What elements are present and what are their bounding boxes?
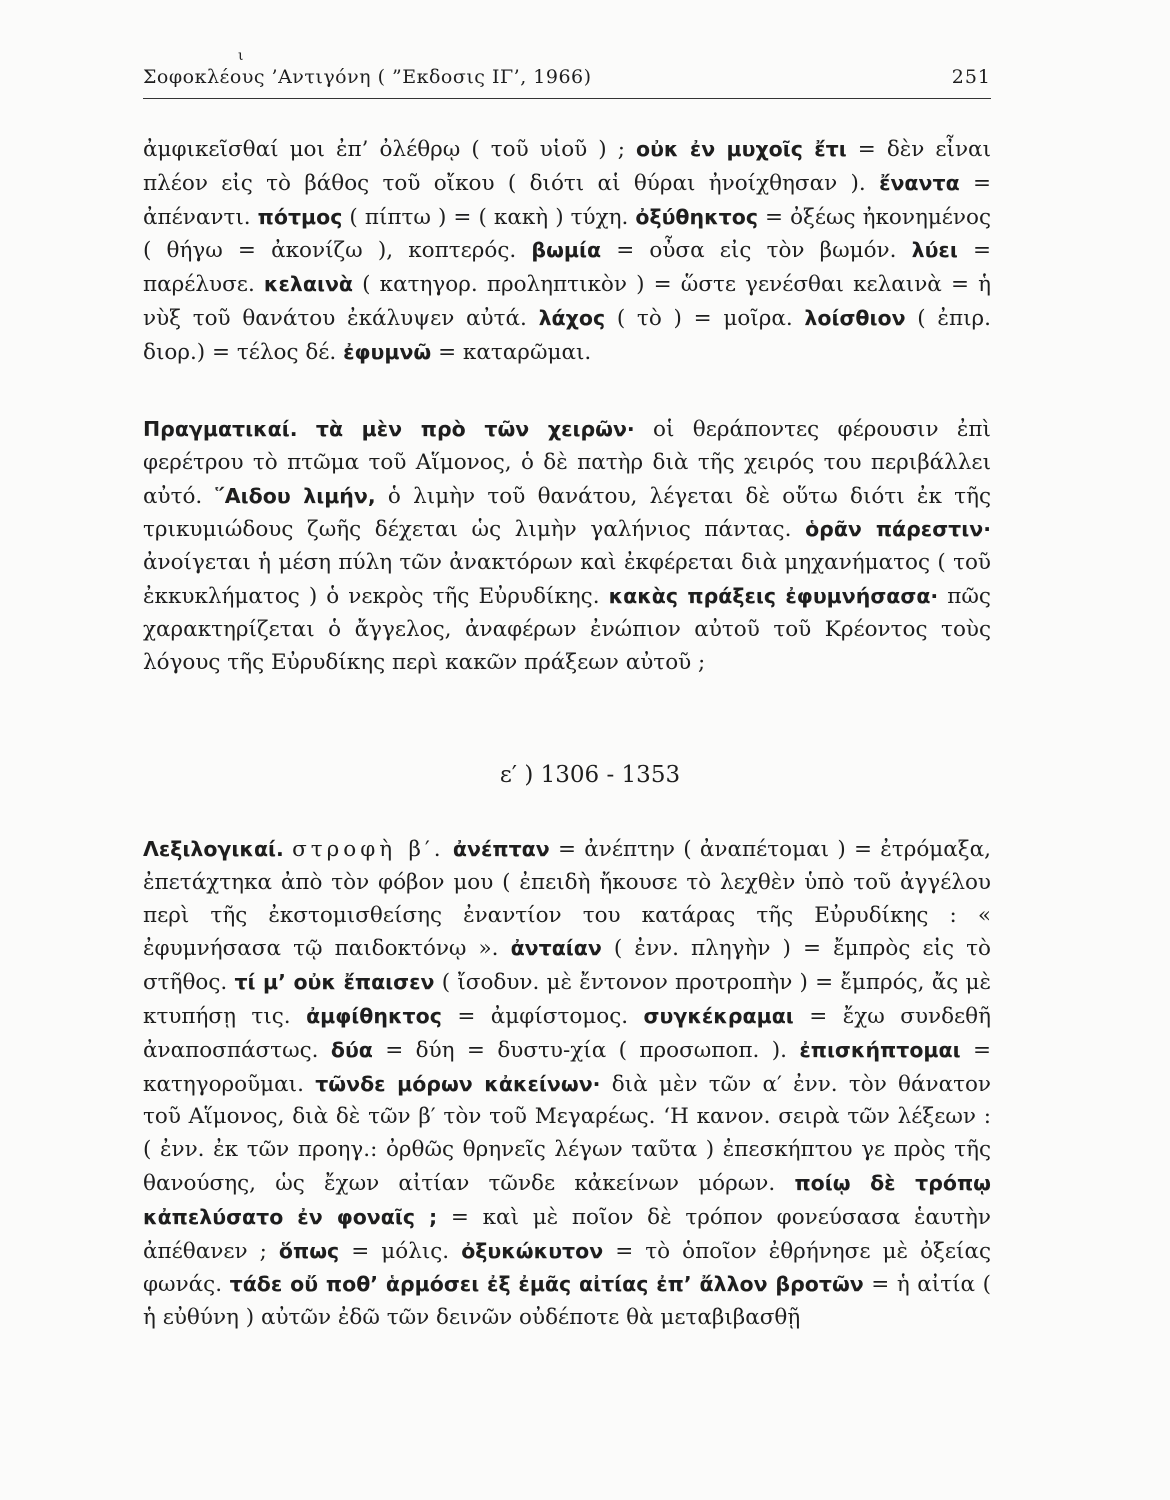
- lemma: ὅπως: [278, 1238, 340, 1263]
- header-title: Σοφοκλέους ’Αντιγόνη ( ”Εκδοσις ΙΓ’, 1966): [143, 66, 592, 88]
- lemma: λάχος: [538, 305, 606, 330]
- lemma: κακὰς πράξεις ἐφυμνήσασα·: [608, 583, 939, 608]
- lemma: οὐκ ἐν μυχοῖς ἔτι: [635, 137, 847, 161]
- header-tick-mark: ι: [238, 48, 244, 64]
- lemma: ἀμφίθηκτος: [306, 1003, 442, 1028]
- lemma: τάδε οὔ ποθ’ ἁρμόσει ἐξ ἐμᾶς αἰτίας ἐπ’ ἄλλον βροτῶν: [229, 1272, 864, 1297]
- page-number: 251: [951, 66, 991, 88]
- lemma: ἔναντα: [879, 170, 960, 195]
- lemma: ὁρᾶν πάρεστιν·: [805, 517, 991, 542]
- lemma: πότμος: [257, 204, 343, 229]
- paragraph-lexical-notes: Λεξιλογικαί. στροφὴ β′. ἀνέπταν = ἀνέπτην ( ἀναπέτομαι ) = ἐτρόμαξα, ἐπετάχτηκα ἀπὸ τὸν φόβον μου ( ἐπειδὴ ἤκουσε τὸ λεχθὲν ὑπὸ τοῦ ἀγγέλου περὶ τῆς ἐκστομισθείσης ἐναντίον του κατάρας τῆς Εὐρυδίκης : « ἐφυμνήσασα τῷ παιδοκτόνῳ ». ἀνταίαν ( ἐνν. πληγὴν ) = ἔμπρὸς εἰς τὸ στῆθος. τί μ’ οὐκ ἔπαισεν ( ἴσοδυν. μὲ ἔντονον προτροπὴν ) = ἔμπρός, ἄς μὲ κτυπήσῃ τις. ἀμφίθηκτος = ἀμφίστομος. συγκέκραμαι = ἔχω συνδεθῆ ἀναποσπάστως. δύα = δύη = δυστυ-χία ( προσωποπ. ). ἐπισκήπτομαι = κατηγοροῦμαι. τῶνδε μόρων κἀκείνων· διὰ μὲν τῶν α′ ἐνν. τὸν θάνατον τοῦ Αἵμονος, διὰ δὲ τῶν β′ τὸν τοῦ Μεγαρέως. ‘Η κανον. σειρὰ τῶν λέξεων : ( ἐνν. ἐκ τῶν προηγ.: ὀρθῶς θρηνεῖς λέγων ταῦτα ) ἐπεσκήπτου γε πρὸς τῆς θανούσης, ὡς ἔχων αἰτίαν τῶνδε κἀκείνων μόρων. ποίῳ δὲ τρόπῳ κἀπελύσατο ἐν φοναῖς ; = καὶ μὲ ποῖον δὲ τρόπον φονεύσασα ἑαυτὴν ἀπέθανεν ; ὅπως = μόλις. ὀξυκώκυτον = τὸ ὁποῖον ἐθρήνησε μὲ ὀξείας φωνάς. τάδε οὔ ποθ’ ἁρμόσει ἐξ ἐμᾶς αἰτίας ἐπ’ ἄλλον βροτῶν = ἡ αἰτία ( ἡ εὐθύνη ) αὐτῶν ἐδῶ τῶν δεινῶν οὐδέποτε θὰ μεταβιβασθῇ: [143, 837, 991, 1331]
- lemma: ποίῳ δὲ τρόπῳ κἀπελύσατο ἐν φοναῖς ;: [143, 1170, 991, 1229]
- strophe-label: στροφὴ β′.: [292, 837, 445, 862]
- lemma: ὀξύθηκτος: [635, 204, 758, 229]
- lemma: κελαινὰ: [263, 272, 353, 297]
- lemma: δύα: [330, 1037, 373, 1062]
- lemma: τί μ’ οὐκ ἔπαισεν: [234, 970, 435, 995]
- lemma: ἐφυμνῶ: [343, 339, 432, 364]
- lemma: λύει: [911, 238, 958, 263]
- section-heading: ε′ ) 1306 - 1353: [499, 762, 681, 788]
- section-label: Πραγματικαί.: [143, 417, 298, 441]
- lemma: ῞Αιδου λιμήν,: [214, 483, 376, 508]
- lemma: τῶνδε μόρων κἀκείνων·: [315, 1071, 601, 1096]
- lemma: βωμία: [531, 238, 602, 263]
- lemma: ἀνέπταν: [452, 837, 550, 861]
- paragraph-factual-notes: Πραγματικαί. τὰ μὲν πρὸ τῶν χειρῶν· οἱ θεράποντες φέρουσιν ἐπὶ φερέτρου τὸ πτῶμα τοῦ Αἵμονος, ὁ δὲ πατὴρ διὰ τῆς χειρός του περιβάλλει αὐτό. ῞Αιδου λιμήν, ὁ λιμὴν τοῦ θανάτου, λέγεται δὲ οὕτω διότι ἐκ τῆς τρικυμιώδους ζωῆς δέχεται ὡς λιμὴν γαλήνιος πάντας. ὁρᾶν πάρεστιν· ἀνοίγεται ἡ μέση πύλη τῶν ἀνακτόρων καὶ ἐκφέρεται διὰ μηχανήματος ( τοῦ ἐκκυκλήματος ) ὁ νεκρὸς τῆς Εὐρυδίκης. κακὰς πράξεις ἐφυμνήσασα· πῶς χαρακτηρίζεται ὁ ἄγγελος, ἀναφέρων ἐνώπιον αὐτοῦ τοῦ Κρέοντος τοὺς λόγους τῆς Εὐρυδίκης περὶ κακῶν πράξεων αὐτοῦ ;: [143, 417, 991, 675]
- lemma: συγκέκραμαι: [643, 1003, 794, 1028]
- lemma: τὰ μὲν πρὸ τῶν χειρῶν·: [315, 417, 635, 441]
- lemma: λοίσθιον: [804, 305, 906, 330]
- lemma: ὀξυκώκυτον: [461, 1238, 604, 1263]
- paragraph-vocabulary-notes: ἀμφικεῖσθαί μοι ἐπ’ ὀλέθρῳ ( τοῦ υἱοῦ ) ; οὐκ ἐν μυχοῖς ἔτι = δὲν εἶναι πλέον εἰς τὸ βάθος τοῦ οἴκου ( διότι αἱ θύραι ἠνοίχθησαν ). ἔναντα = ἀπέναντι. πότμος ( πίπτω ) = ( κακὴ ) τύχη. ὀξύθηκτος = ὀξέως ἠκονημένος ( θήγω = ἀκονίζω ), κοπτερός. βωμία = οὖσα εἰς τὸν βωμόν. λύει = παρέλυσε. κελαινὰ ( κατηγορ. προληπτικὸν ) = ὥστε γενέσθαι κελαινὰ = ἡ νὺξ τοῦ θανάτου ἐκάλυψεν αὐτά. λάχος ( τὸ ) = μοῖρα. λοίσθιον ( ἐπιρ. διορ.) = τέλος δέ. ἐφυμνῶ = καταρῶμαι.: [143, 137, 991, 365]
- section-label: Λεξιλογικαί.: [143, 837, 284, 861]
- lemma: ἀνταίαν: [510, 936, 602, 961]
- lemma: ἐπισκήπτομαι: [799, 1037, 961, 1062]
- running-header: [143, 48, 991, 99]
